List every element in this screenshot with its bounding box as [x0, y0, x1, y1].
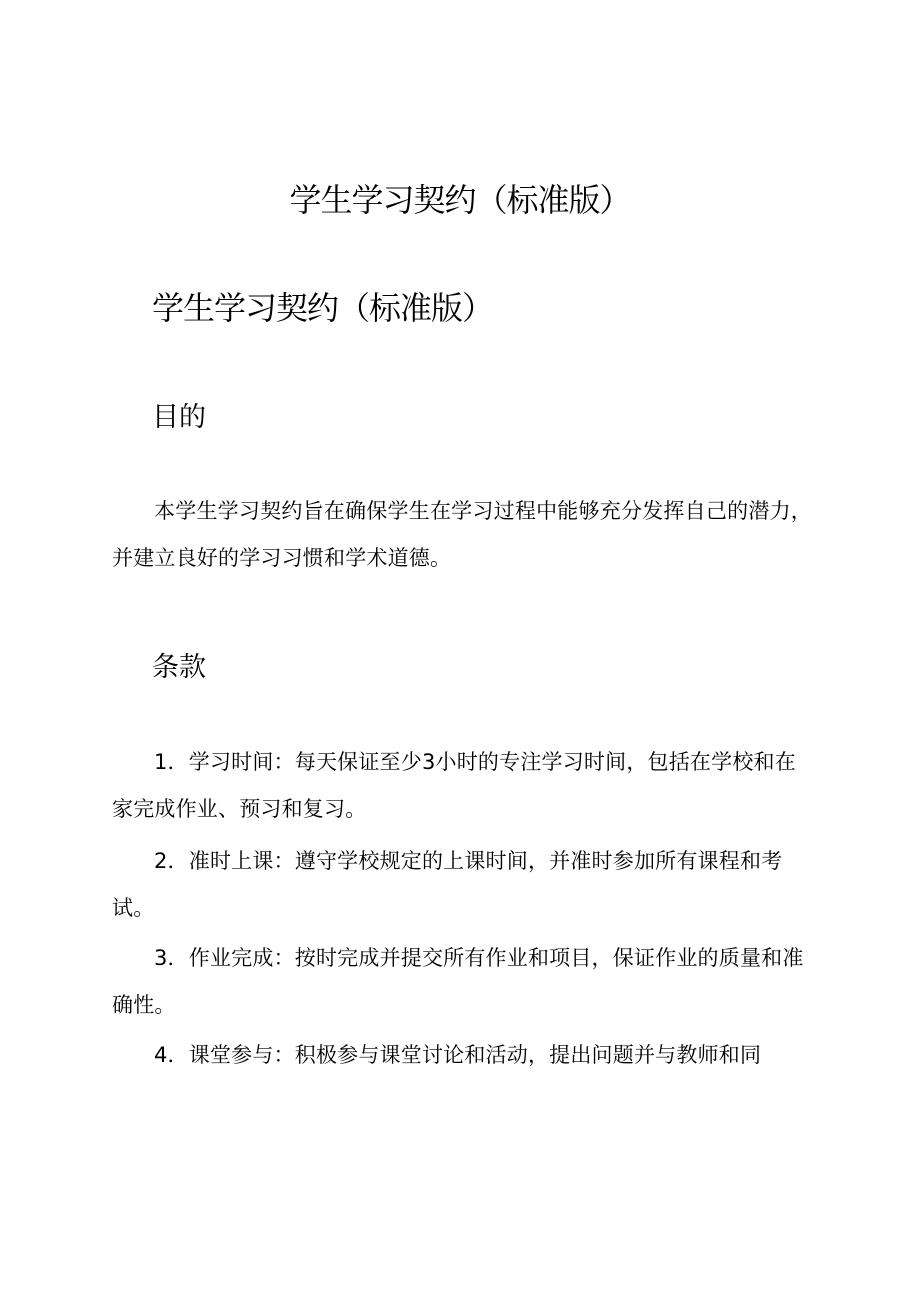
terms-heading: 条款 [152, 652, 206, 683]
term-item: 4．课堂参与：积极参与课堂讨论和活动，提出问题并与教师和同 [154, 1043, 762, 1067]
purpose-paragraph: 本学生学习契约旨在确保学生在学习过程中能够充分发挥自己的潜力，并建立良好的学习习惯和学术道德。 [112, 499, 812, 570]
purpose-heading: 目的 [152, 402, 206, 433]
document-title: 学生学习契约（标准版） [289, 181, 631, 219]
document-subtitle: 学生学习契约（标准版） [152, 289, 494, 327]
term-item: 2．准时上课：遵守学校规定的上课时间，并准时参加所有课程和考试。 [112, 849, 783, 920]
term-item: 3．作业完成：按时完成并提交所有作业和项目，保证作业的质量和准确性。 [112, 946, 804, 1017]
term-item: 1．学习时间：每天保证至少3小时的专注学习时间，包括在学校和在家完成作业、预习和复习。 [112, 750, 796, 821]
